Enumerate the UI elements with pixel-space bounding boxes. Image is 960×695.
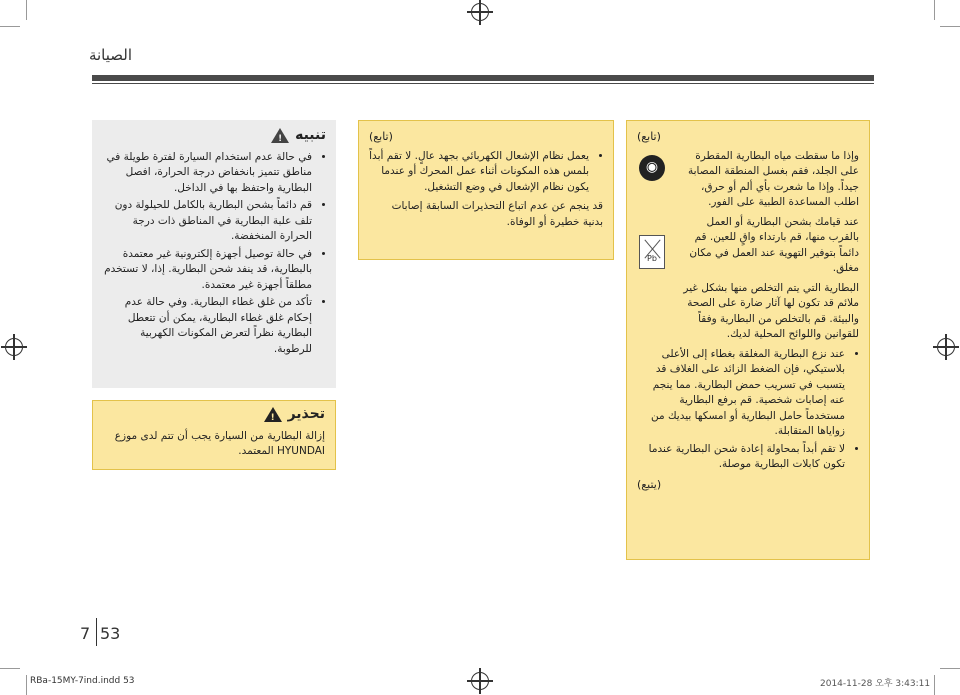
notice-continues-label: (يتبع) xyxy=(637,477,662,491)
danger-triangle-icon: ! xyxy=(264,407,282,422)
notice-paragraph-eye-protection: عند قيامك بشحن البطارية أو العمل بالقرب منها، قم بارتداء واقٍ للعين. قم دائماً بتوفير التهوية عند العمل في مكان مغلق. xyxy=(689,215,859,274)
danger-heading xyxy=(103,407,325,423)
danger-body: إزالة البطارية من السيارة يجب أن تتم لدى موزع HYUNDAI المعتمد. xyxy=(114,429,325,457)
notice-icon-row xyxy=(637,149,859,343)
crop-mark-top-right xyxy=(934,0,935,20)
notice-text-column xyxy=(675,149,859,343)
notice-mid-bullet-list xyxy=(369,149,603,196)
registration-mark-top xyxy=(471,3,489,21)
danger-box xyxy=(92,400,336,470)
registration-mark-left xyxy=(5,338,23,356)
notice-mid-closing: قد ينجم عن عدم اتباع التحذيرات السابقة إصابات بدنية خطيرة أو الوفاة. xyxy=(391,200,603,228)
crop-mark-top-right-h xyxy=(940,26,960,27)
eye-protection-icon: ◉ xyxy=(639,155,665,181)
bin-pb-label: Pb xyxy=(647,254,657,263)
crop-mark-bottom-left-h xyxy=(0,668,20,669)
header-rule xyxy=(92,75,874,81)
notice-bullet-lifting: • عند نزع البطارية المغلقة بغطاء إلى الأعلى بلاستيكي، فإن الضغط الزائد على الغلاف قد يتسبب في تسريب حمض البطارية. مما ينجم عنه إصابات شخصية. قم برفع البطارية مستخدماً حامل البطارية أو امسكها بيديك من زواياها المتقابلة. xyxy=(637,347,845,440)
registration-mark-right xyxy=(937,338,955,356)
notice-bullet-charging: • لا تقم أبداً بمحاولة إعادة شحن البطارية عندما تكون كابلات البطارية موصلة. xyxy=(637,442,845,473)
registration-mark-bottom xyxy=(471,672,489,690)
warning-bullet-list xyxy=(102,150,326,358)
warning-triangle-icon: ! xyxy=(271,128,289,143)
warning-bullet-full-charge: • قم دائماً بشحن البطارية بالكامل للحيلولة دون تلف علبة البطارية في المناطق ذات درجة الحرارة المنخفضة. xyxy=(102,198,312,245)
notice-bullet-list xyxy=(637,347,859,473)
header-rule-thin xyxy=(92,83,874,84)
notice-paragraph-skin-contact: وإذا ما سقطت مياه البطارية المقطرة على الجلد، فقم بغسل المنطقة المصابة جيداً. وإذا ما شعرت بأي ألم أو حرق، اطلب المساعدة الطبية على الفور. xyxy=(687,149,859,208)
warning-title: تنبيه xyxy=(295,127,326,143)
warning-bullet-devices: • في حالة توصيل أجهزة إلكترونية غير معتمدة بالبطارية، قد ينفد شحن البطارية. إذا، لا تستخدم مطلقاً أجهزة غير معتمدة. xyxy=(102,247,312,294)
warning-bullet-storage: • في حالة عدم استخدام السيارة لفترة طويلة في مناطق تتميز بانخفاض درجة الحرارة، افصل البطارية واحتفظ بها في الداخل. xyxy=(102,150,312,197)
crop-mark-bottom-right xyxy=(934,675,935,695)
warning-box xyxy=(92,120,336,388)
page-number: 53 xyxy=(100,624,121,643)
crop-mark-bottom-right-h xyxy=(940,668,960,669)
warning-heading xyxy=(102,128,326,144)
page-number-divider xyxy=(96,618,97,646)
footer-file-name: RBa-15MY-7ind.indd 53 xyxy=(30,676,135,686)
crop-mark-top-left-h xyxy=(0,26,20,27)
crop-mark-bottom-left xyxy=(26,675,27,695)
notice-mid-bullet-ignition: • يعمل نظام الإشعال الكهربائي بجهد عالٍ. لا تقم أبداً بلمس هذه المكونات أثناء عمل المحرك أو عندما يكون نظام الإشعال في وضع التشغيل. xyxy=(369,149,589,196)
notice-mid-label: (تابع) xyxy=(369,130,393,143)
notice-box-ignition xyxy=(358,120,614,260)
crossed-bin-icon xyxy=(639,235,665,269)
notice-continued-label: (تابع) xyxy=(637,130,661,143)
notice-paragraph-disposal: البطارية التي يتم التخلص منها بشكل غير ملائم قد تكون لها آثار ضارة على الصحة والبيئة. قم بالتخلص من البطارية وفقاً للقوانين واللوائح المحلية لديك. xyxy=(683,281,859,340)
warning-bullet-cover: • تأكد من غلق غطاء البطارية. وفي حالة عدم إحكام غلق غطاء البطارية، يمكن أن تتعطل البطارية نظراً لتعرض المكونات الكهربية للرطوبة. xyxy=(102,295,312,357)
danger-title: تحذير xyxy=(287,406,325,422)
chapter-number: 7 xyxy=(80,624,91,643)
section-title: الصيانة xyxy=(88,46,132,64)
notice-box-battery-continued xyxy=(626,120,870,560)
crop-mark-top-left xyxy=(26,0,27,20)
footer-timestamp: 2014-11-28 오후 3:43:11 xyxy=(820,679,931,689)
notice-icon-column xyxy=(637,149,667,269)
